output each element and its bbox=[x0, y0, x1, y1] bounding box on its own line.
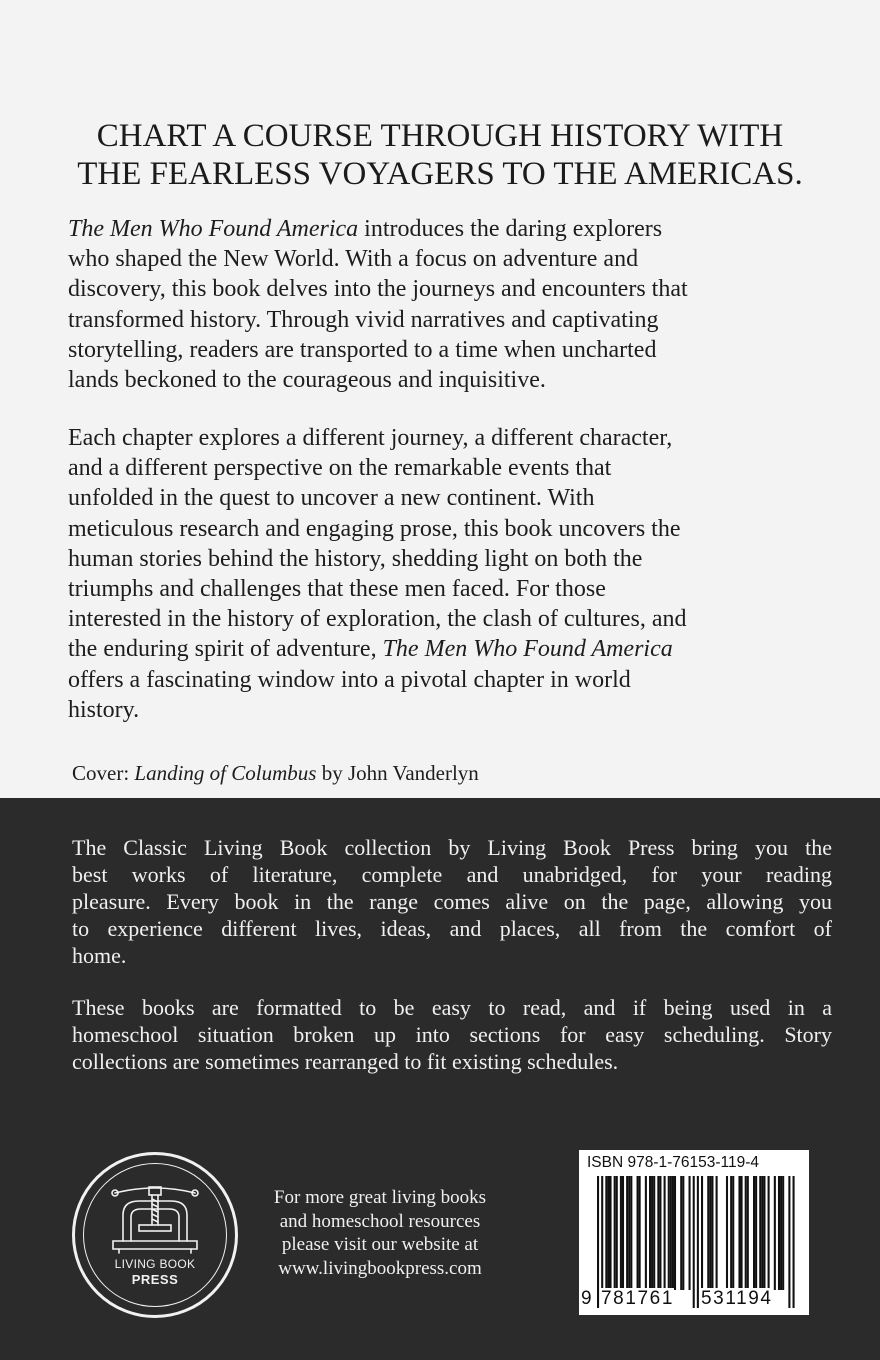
barcode-bar bbox=[605, 1176, 607, 1290]
headline-line: THE FEARLESS VOYAGERS TO THE AMERICAS. bbox=[77, 156, 803, 192]
barcode-bar bbox=[782, 1176, 784, 1290]
barcode-bar bbox=[711, 1176, 713, 1290]
barcode-bar bbox=[659, 1176, 661, 1290]
blurb-text: the enduring spirit of adventure, bbox=[68, 636, 383, 663]
painting-title: Landing of Columbus bbox=[134, 761, 317, 785]
format-line: collections are sometimes rearranged to fit existing schedules. bbox=[72, 1049, 619, 1074]
blurb-line: meticulous research and engaging prose, this book uncovers the bbox=[68, 515, 681, 542]
promo-line: For more great living books bbox=[273, 1187, 487, 1208]
blurb-line: human stories behind the history, shedding light on both the bbox=[68, 545, 643, 572]
blurb-line: discovery, this book delves into the journeys and encounters that bbox=[68, 276, 688, 303]
format-paragraph bbox=[72, 994, 832, 1075]
barcode-bar bbox=[637, 1176, 639, 1290]
barcode-bar bbox=[697, 1176, 699, 1308]
blurb-line: lands beckoned to the courageous and inquisitive. bbox=[68, 367, 546, 394]
collection-line: to experience different lives, ideas, and places, all from the comfort of bbox=[72, 916, 832, 941]
barcode-bar bbox=[755, 1176, 757, 1290]
blurb-line: unfolded in the quest to uncover a new continent. With bbox=[68, 485, 595, 512]
barcode-bar bbox=[689, 1176, 691, 1290]
barcode-digits-right: 531194 bbox=[701, 1288, 773, 1309]
barcode-bar bbox=[609, 1176, 611, 1290]
credit-prefix: Cover: bbox=[72, 761, 135, 785]
blurb-line: offers a fascinating window into a pivotal chapter in world bbox=[68, 666, 631, 693]
barcode-bar bbox=[607, 1176, 609, 1290]
barcode-bar bbox=[664, 1176, 666, 1290]
barcode-bar bbox=[653, 1176, 655, 1290]
barcode-bar bbox=[768, 1176, 770, 1290]
blurb-intro bbox=[68, 214, 828, 395]
blurb-line: who shaped the New World. With a focus on adventure and bbox=[68, 246, 639, 273]
blurb-line: interested in the history of exploration, the clash of cultures, and bbox=[68, 606, 687, 633]
barcode-bar bbox=[622, 1176, 624, 1290]
barcode-bar bbox=[682, 1176, 684, 1290]
barcode-bar bbox=[616, 1176, 618, 1290]
blurb-line: and a different perspective on the remarkable events that bbox=[68, 455, 612, 482]
collection-paragraph bbox=[72, 834, 832, 969]
barcode-bar bbox=[628, 1176, 630, 1290]
book-title-italic: The Men Who Found America bbox=[68, 216, 359, 242]
barcode-bar bbox=[793, 1176, 795, 1308]
collection-line: pleasure. Every book in the range comes alive on the page, allowing you bbox=[72, 889, 832, 914]
barcode-bar bbox=[730, 1176, 732, 1290]
collection-line: home. bbox=[72, 943, 127, 968]
blurb-line: Each chapter explores a different journey, a different character, bbox=[68, 425, 673, 451]
barcode-bar bbox=[626, 1176, 628, 1290]
barcode-bar bbox=[780, 1176, 782, 1290]
barcode-bar bbox=[651, 1176, 653, 1290]
barcode-bar bbox=[753, 1176, 755, 1290]
blurb-text: introduces the daring explorers bbox=[358, 216, 663, 242]
barcode-bar bbox=[668, 1176, 670, 1290]
logo-text-line2: PRESS bbox=[131, 1272, 179, 1287]
barcode-bar bbox=[707, 1176, 709, 1290]
blurb-line bbox=[68, 634, 828, 664]
barcode-bar bbox=[761, 1176, 763, 1290]
credit-artist: by John Vanderlyn bbox=[316, 761, 479, 785]
barcode-bar bbox=[747, 1176, 749, 1290]
barcode-bar bbox=[670, 1176, 672, 1290]
living-book-press-logo bbox=[72, 1152, 238, 1318]
isbn-label: ISBN 978-1-76153-119-4 bbox=[587, 1154, 760, 1171]
blurb-line: triumphs and challenges that these men faced. For those bbox=[68, 576, 606, 603]
book-title-italic: The Men Who Found America bbox=[382, 636, 673, 663]
barcode-bar bbox=[649, 1176, 651, 1290]
blurb-line: transformed history. Through vivid narratives and captivating bbox=[68, 306, 659, 333]
barcode-bar bbox=[763, 1176, 765, 1290]
barcode-bar bbox=[759, 1176, 761, 1290]
barcode-bar bbox=[738, 1176, 740, 1290]
barcode-bar bbox=[657, 1176, 659, 1290]
blurb-line: storytelling, readers are transported to a time when uncharted bbox=[68, 336, 657, 363]
collection-line: best works of literature, complete and unabridged, for your reading bbox=[72, 862, 832, 887]
website-promo bbox=[250, 1186, 510, 1280]
barcode-digits-left: 781761 bbox=[601, 1288, 675, 1309]
barcode-bar bbox=[614, 1176, 616, 1290]
logo-text-line1: LIVING BOOK bbox=[114, 1257, 196, 1271]
website-url: www.livingbookpress.com bbox=[278, 1257, 482, 1279]
headline-line: CHART A COURSE THROUGH HISTORY WITH bbox=[96, 118, 784, 154]
blurb-line bbox=[68, 214, 828, 244]
barcode-bar bbox=[639, 1176, 641, 1290]
barcode-bar bbox=[745, 1176, 747, 1290]
barcode-bar bbox=[630, 1176, 632, 1290]
format-line: These books are formatted to be easy to read, and if being used in a bbox=[72, 995, 832, 1020]
collection-line: The Classic Living Book collection by Living Book Press bring you the bbox=[72, 835, 832, 860]
barcode-bar bbox=[732, 1176, 734, 1290]
barcode-bar bbox=[788, 1176, 790, 1308]
barcode-bar bbox=[716, 1176, 718, 1290]
blurb-chapters bbox=[68, 423, 828, 725]
promo-line: and homeschool resources bbox=[279, 1210, 481, 1232]
barcode-bar bbox=[726, 1176, 728, 1290]
barcode-bar bbox=[741, 1176, 743, 1290]
barcode-bar bbox=[774, 1176, 776, 1290]
promo-line: please visit our website at bbox=[281, 1234, 479, 1255]
barcode-bar bbox=[680, 1176, 682, 1290]
headline bbox=[40, 117, 840, 193]
isbn-barcode bbox=[579, 1150, 809, 1315]
barcode-digit-first: 9 bbox=[581, 1288, 592, 1309]
barcode-bar bbox=[674, 1176, 676, 1290]
barcode-bar bbox=[672, 1176, 674, 1290]
cover-credit bbox=[72, 760, 479, 786]
barcode-bar bbox=[701, 1176, 703, 1290]
barcode-bar bbox=[645, 1176, 647, 1290]
book-press-icon bbox=[105, 1179, 205, 1257]
format-line: homeschool situation broken up into sections for easy scheduling. Story bbox=[72, 1022, 832, 1047]
barcode-bar bbox=[620, 1176, 622, 1290]
blurb-line: history. bbox=[68, 696, 140, 723]
barcode-bar bbox=[778, 1176, 780, 1290]
barcode-bar bbox=[597, 1176, 599, 1308]
barcode-bar bbox=[693, 1176, 695, 1308]
barcode-bar bbox=[709, 1176, 711, 1290]
